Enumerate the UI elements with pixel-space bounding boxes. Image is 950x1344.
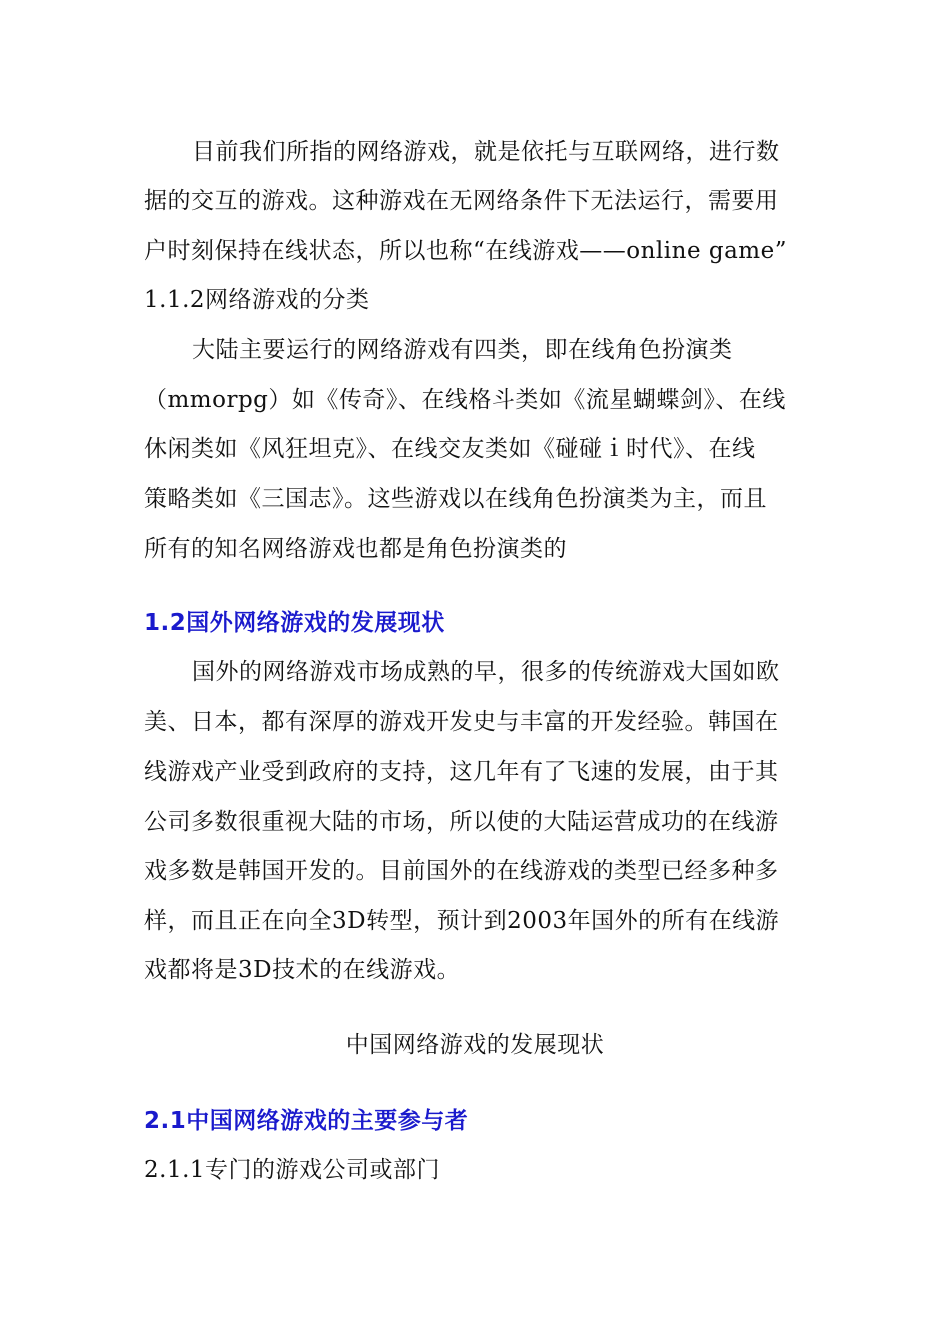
paragraph-line: 所有的知名网络游戏也都是角色扮演类的 — [144, 536, 567, 562]
section-heading: 2.1中国网络游戏的主要参与者 — [144, 1108, 469, 1134]
paragraph-line: 大陆主要运行的网络游戏有四类，即在线角色扮演类 — [192, 337, 733, 363]
paragraph-line: 美、日本，都有深厚的游戏开发史与丰富的开发经验。韩国在 — [144, 709, 779, 735]
paragraph-line: 休闲类如《风狂坦克》、在线交友类如《碰碰ｉ时代》、在线 — [144, 436, 756, 462]
paragraph-line: （mmorpg）如《传奇》、在线格斗类如《流星蝴蝶剑》、在线 — [144, 387, 786, 413]
paragraph-line: 策略类如《三国志》。这些游戏以在线角色扮演类为主，而且 — [144, 486, 767, 512]
paragraph-line: 戏都将是3D技术的在线游戏。 — [144, 957, 461, 983]
paragraph-line: 公司多数很重视大陆的市场，所以使的大陆运营成功的在线游 — [144, 809, 779, 835]
paragraph-line: 样，而且正在向全3D转型，预计到2003年国外的所有在线游 — [144, 908, 780, 934]
paragraph-line: 戏多数是韩国开发的。目前国外的在线游戏的类型已经多种多 — [144, 858, 779, 884]
section-heading: 1.2国外网络游戏的发展现状 — [144, 610, 445, 636]
paragraph-line: 户时刻保持在线状态，所以也称“在线游戏——online game” — [144, 238, 787, 264]
chapter-title: 中国网络游戏的发展现状 — [345, 1032, 605, 1058]
paragraph-line: 据的交互的游戏。这种游戏在无网络条件下无法运行，需要用 — [144, 188, 779, 214]
subsection-title: 1.1.2网络游戏的分类 — [144, 287, 370, 313]
paragraph-line: 目前我们所指的网络游戏，就是依托与互联网络，进行数 — [192, 139, 780, 165]
paragraph-line: 国外的网络游戏市场成熟的早，很多的传统游戏大国如欧 — [192, 659, 780, 685]
paragraph-line: 线游戏产业受到政府的支持，这几年有了飞速的发展，由于其 — [144, 759, 779, 785]
subsection-title: 2.1.1专门的游戏公司或部门 — [144, 1157, 441, 1183]
